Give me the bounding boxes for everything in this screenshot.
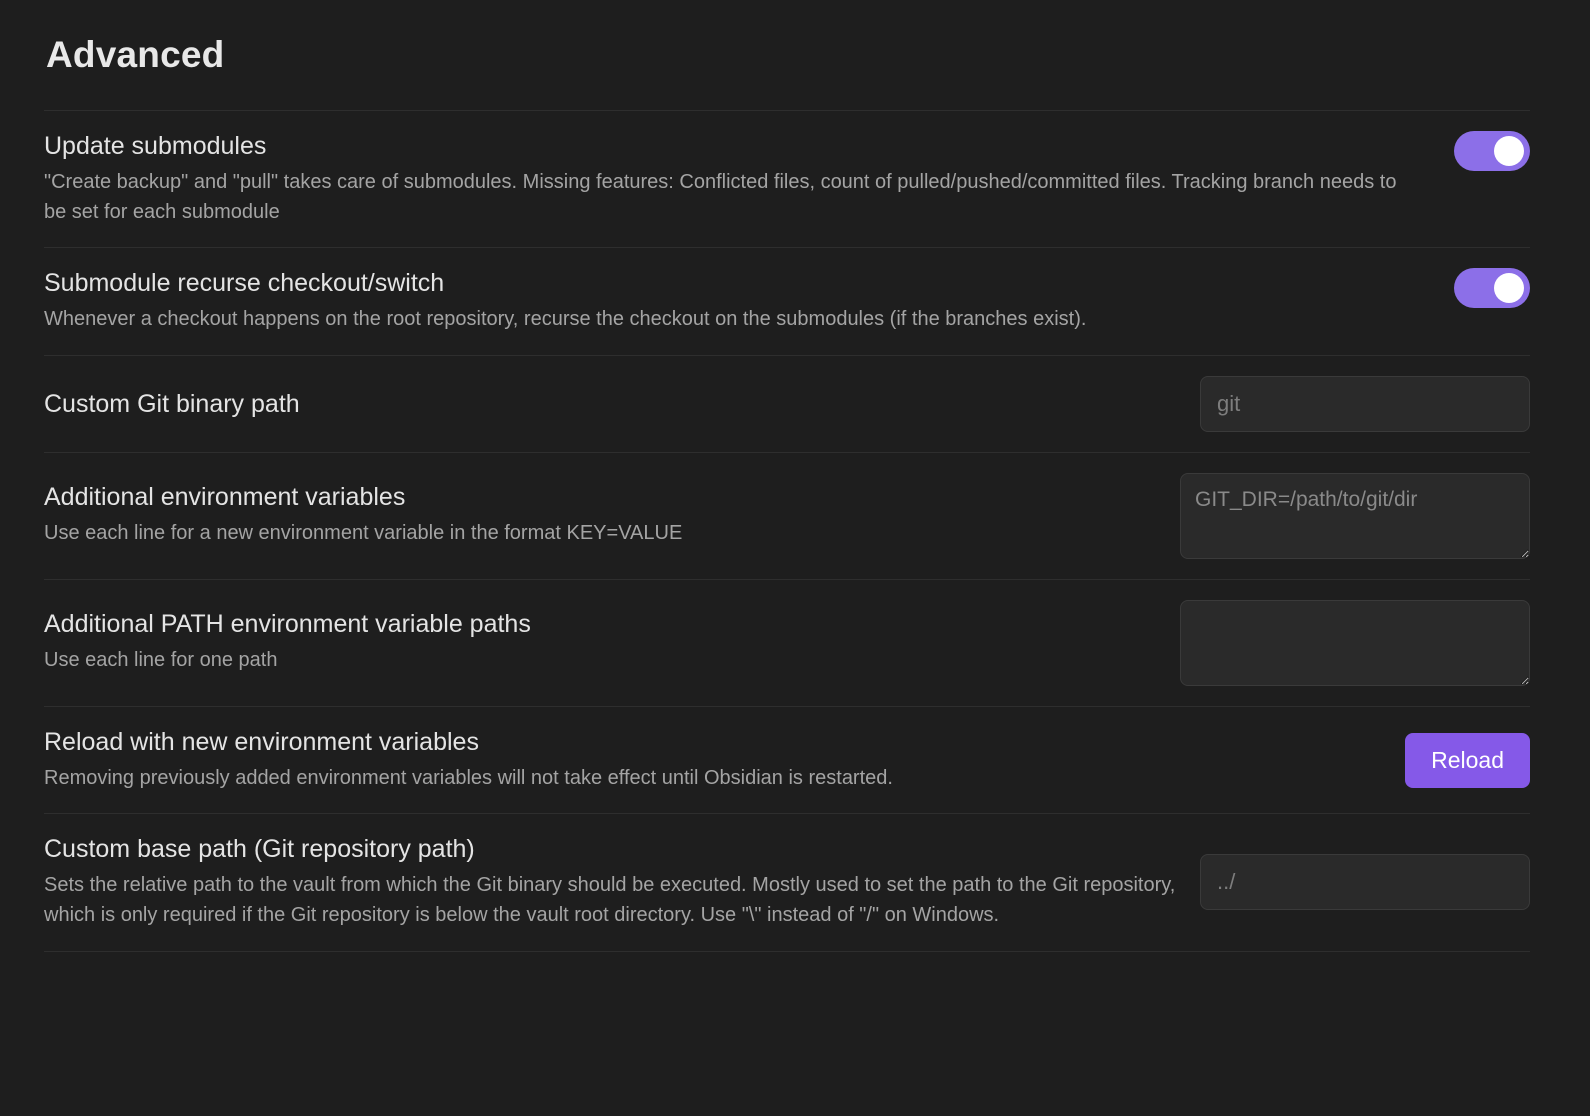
setting-info [44,389,1176,419]
setting-control [1180,600,1530,686]
setting-row-additional-path-env-variables [44,579,1530,706]
toggle-update-submodules[interactable] [1454,131,1530,171]
custom-git-binary-path-input[interactable] [1200,376,1530,432]
setting-row-submodule-recurse-checkout [44,247,1530,355]
setting-control [1180,473,1530,559]
setting-control [1405,733,1530,788]
additional-path-env-variables-textarea[interactable] [1180,600,1530,686]
setting-row-custom-base-path [44,813,1530,950]
toggle-submodule-recurse-checkout[interactable] [1454,268,1530,308]
setting-control [1454,268,1530,308]
setting-name: Custom base path (Git repository path) [44,835,475,864]
setting-description: "Create backup" and "pull" takes care of submodules. Missing features: Conflicted files, count of pulled/pushed/committed files. Tracking branch needs to be set for each submodule [44,171,1397,223]
setting-name: Additional environment variables [44,483,406,512]
setting-info [44,727,1381,794]
setting-description: Removing previously added environment variables will not take effect until Obsidian is restarted. [44,766,893,789]
setting-info [44,609,1156,676]
toggle-knob [1494,136,1524,166]
setting-row-reload-env-variables [44,706,1530,814]
additional-env-variables-textarea[interactable] [1180,473,1530,559]
reload-button[interactable]: Reload [1405,733,1530,788]
setting-name: Custom Git binary path [44,389,300,418]
setting-description: Whenever a checkout happens on the root repository, recurse the checkout on the submodules (if the branches exist). [44,308,1087,331]
setting-description: Use each line for a new environment variable in the format KEY=VALUE [44,522,683,545]
custom-base-path-input[interactable] [1200,854,1530,910]
setting-control [1200,854,1530,910]
bottom-divider [44,951,1530,954]
setting-info [44,268,1430,335]
setting-info [44,482,1156,549]
setting-description: Use each line for one path [44,649,278,672]
setting-control [1454,131,1530,171]
page-title: Advanced [46,34,225,75]
setting-name: Submodule recurse checkout/switch [44,269,445,298]
setting-name: Additional PATH environment variable paths [44,610,531,639]
setting-row-custom-git-binary-path [44,355,1530,452]
setting-info [44,834,1176,930]
setting-info [44,131,1430,227]
toggle-knob [1494,273,1524,303]
setting-row-additional-env-variables [44,452,1530,579]
setting-name: Update submodules [44,132,267,160]
setting-control [1200,376,1530,432]
setting-name: Reload with new environment variables [44,727,479,756]
setting-row-update-submodules [44,110,1530,247]
setting-description: Sets the relative path to the vault from which the Git binary should be executed. Mostly used to set the path to the Git repository, which is only required if the Git repository is below the vault root directory. Use "\" instead of "/" on Windows. [44,874,1176,926]
